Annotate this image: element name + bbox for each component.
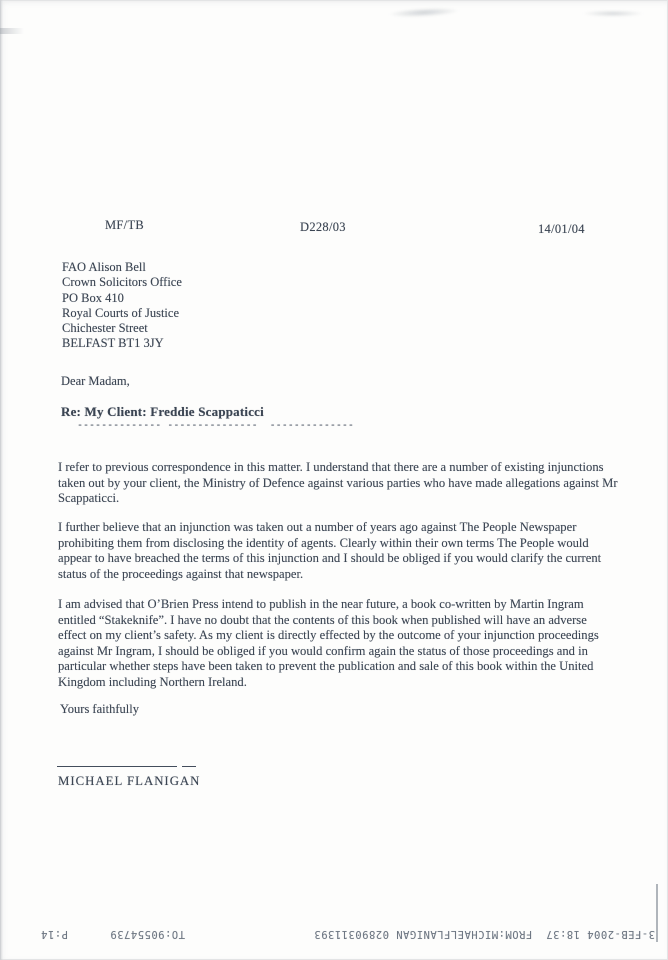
address-line: Chichester Street — [62, 321, 148, 336]
address-line: BELFAST BT1 3JY — [62, 336, 164, 351]
fax-transmission-line: 3-FEB-2004 18:37 FROM:MICHAELFLANIGAN 02890311393 — [313, 928, 655, 940]
subject-underline: -------------- --------------- -------------- — [77, 420, 354, 431]
body-paragraph: I refer to previous correspondence in this matter. I understand that there are a number of existing injunctions taken out by your client, the Ministry of Defence against various parties who have made allegations against Mr Scappaticci. — [58, 460, 618, 506]
closing-valediction: Yours faithfully — [60, 702, 139, 716]
scan-smudge-top-right — [582, 10, 644, 17]
letter-date: 14/01/04 — [538, 222, 585, 236]
signature-rule — [57, 766, 177, 767]
address-line: PO Box 410 — [62, 290, 124, 305]
fax-transmission-footer — [0, 920, 668, 944]
scan-edge-shadow — [0, 0, 3, 960]
recipient-address — [62, 260, 182, 352]
address-line: Crown Solicitors Office — [62, 275, 182, 290]
signatory-name: MICHAEL FLANIGAN — [58, 774, 201, 788]
address-line: FAO Alison Bell — [62, 260, 146, 274]
address-line: Royal Courts of Justice — [62, 305, 180, 320]
our-reference: MF/TB — [105, 218, 145, 232]
scan-streak-top-left — [0, 28, 24, 34]
fax-to-number: TO:90554739 — [109, 928, 185, 940]
subject-line — [61, 404, 354, 431]
case-reference: D228/03 — [300, 220, 346, 234]
signature-rule-dash — [182, 766, 196, 767]
fax-page-number: P:14 — [40, 928, 68, 940]
scan-smudge-top-center — [388, 6, 460, 19]
body-paragraph: I further believe that an injunction was taken out a number of years ago against The People Newspaper prohibiting them from disclosing the identity of agents. Clearly within their own terms The People would appear to have breached the terms of this injunction and I should be obliged if you would clarify the current status of the proceedings against that newspaper. — [58, 520, 602, 581]
salutation: Dear Madam, — [61, 374, 130, 388]
subject-text: Re: My Client: Freddie Scappaticci — [61, 404, 264, 419]
body-paragraph: I am advised that O’Brien Press intend to publish in the near future, a book co-written by Martin Ingram entitled “Stakeknife”. I have no doubt that the contents of this book when published will have an adverse effect on my client’s safety. As my client is directly effected by the outcome of your injunction proceedings against Mr Ingram, I should be obliged if you would confirm again the status of those proceedings and in particular whether steps have been taken to prevent the publication and sale of this book within the United Kingdom including Northern Ireland. — [58, 597, 599, 689]
